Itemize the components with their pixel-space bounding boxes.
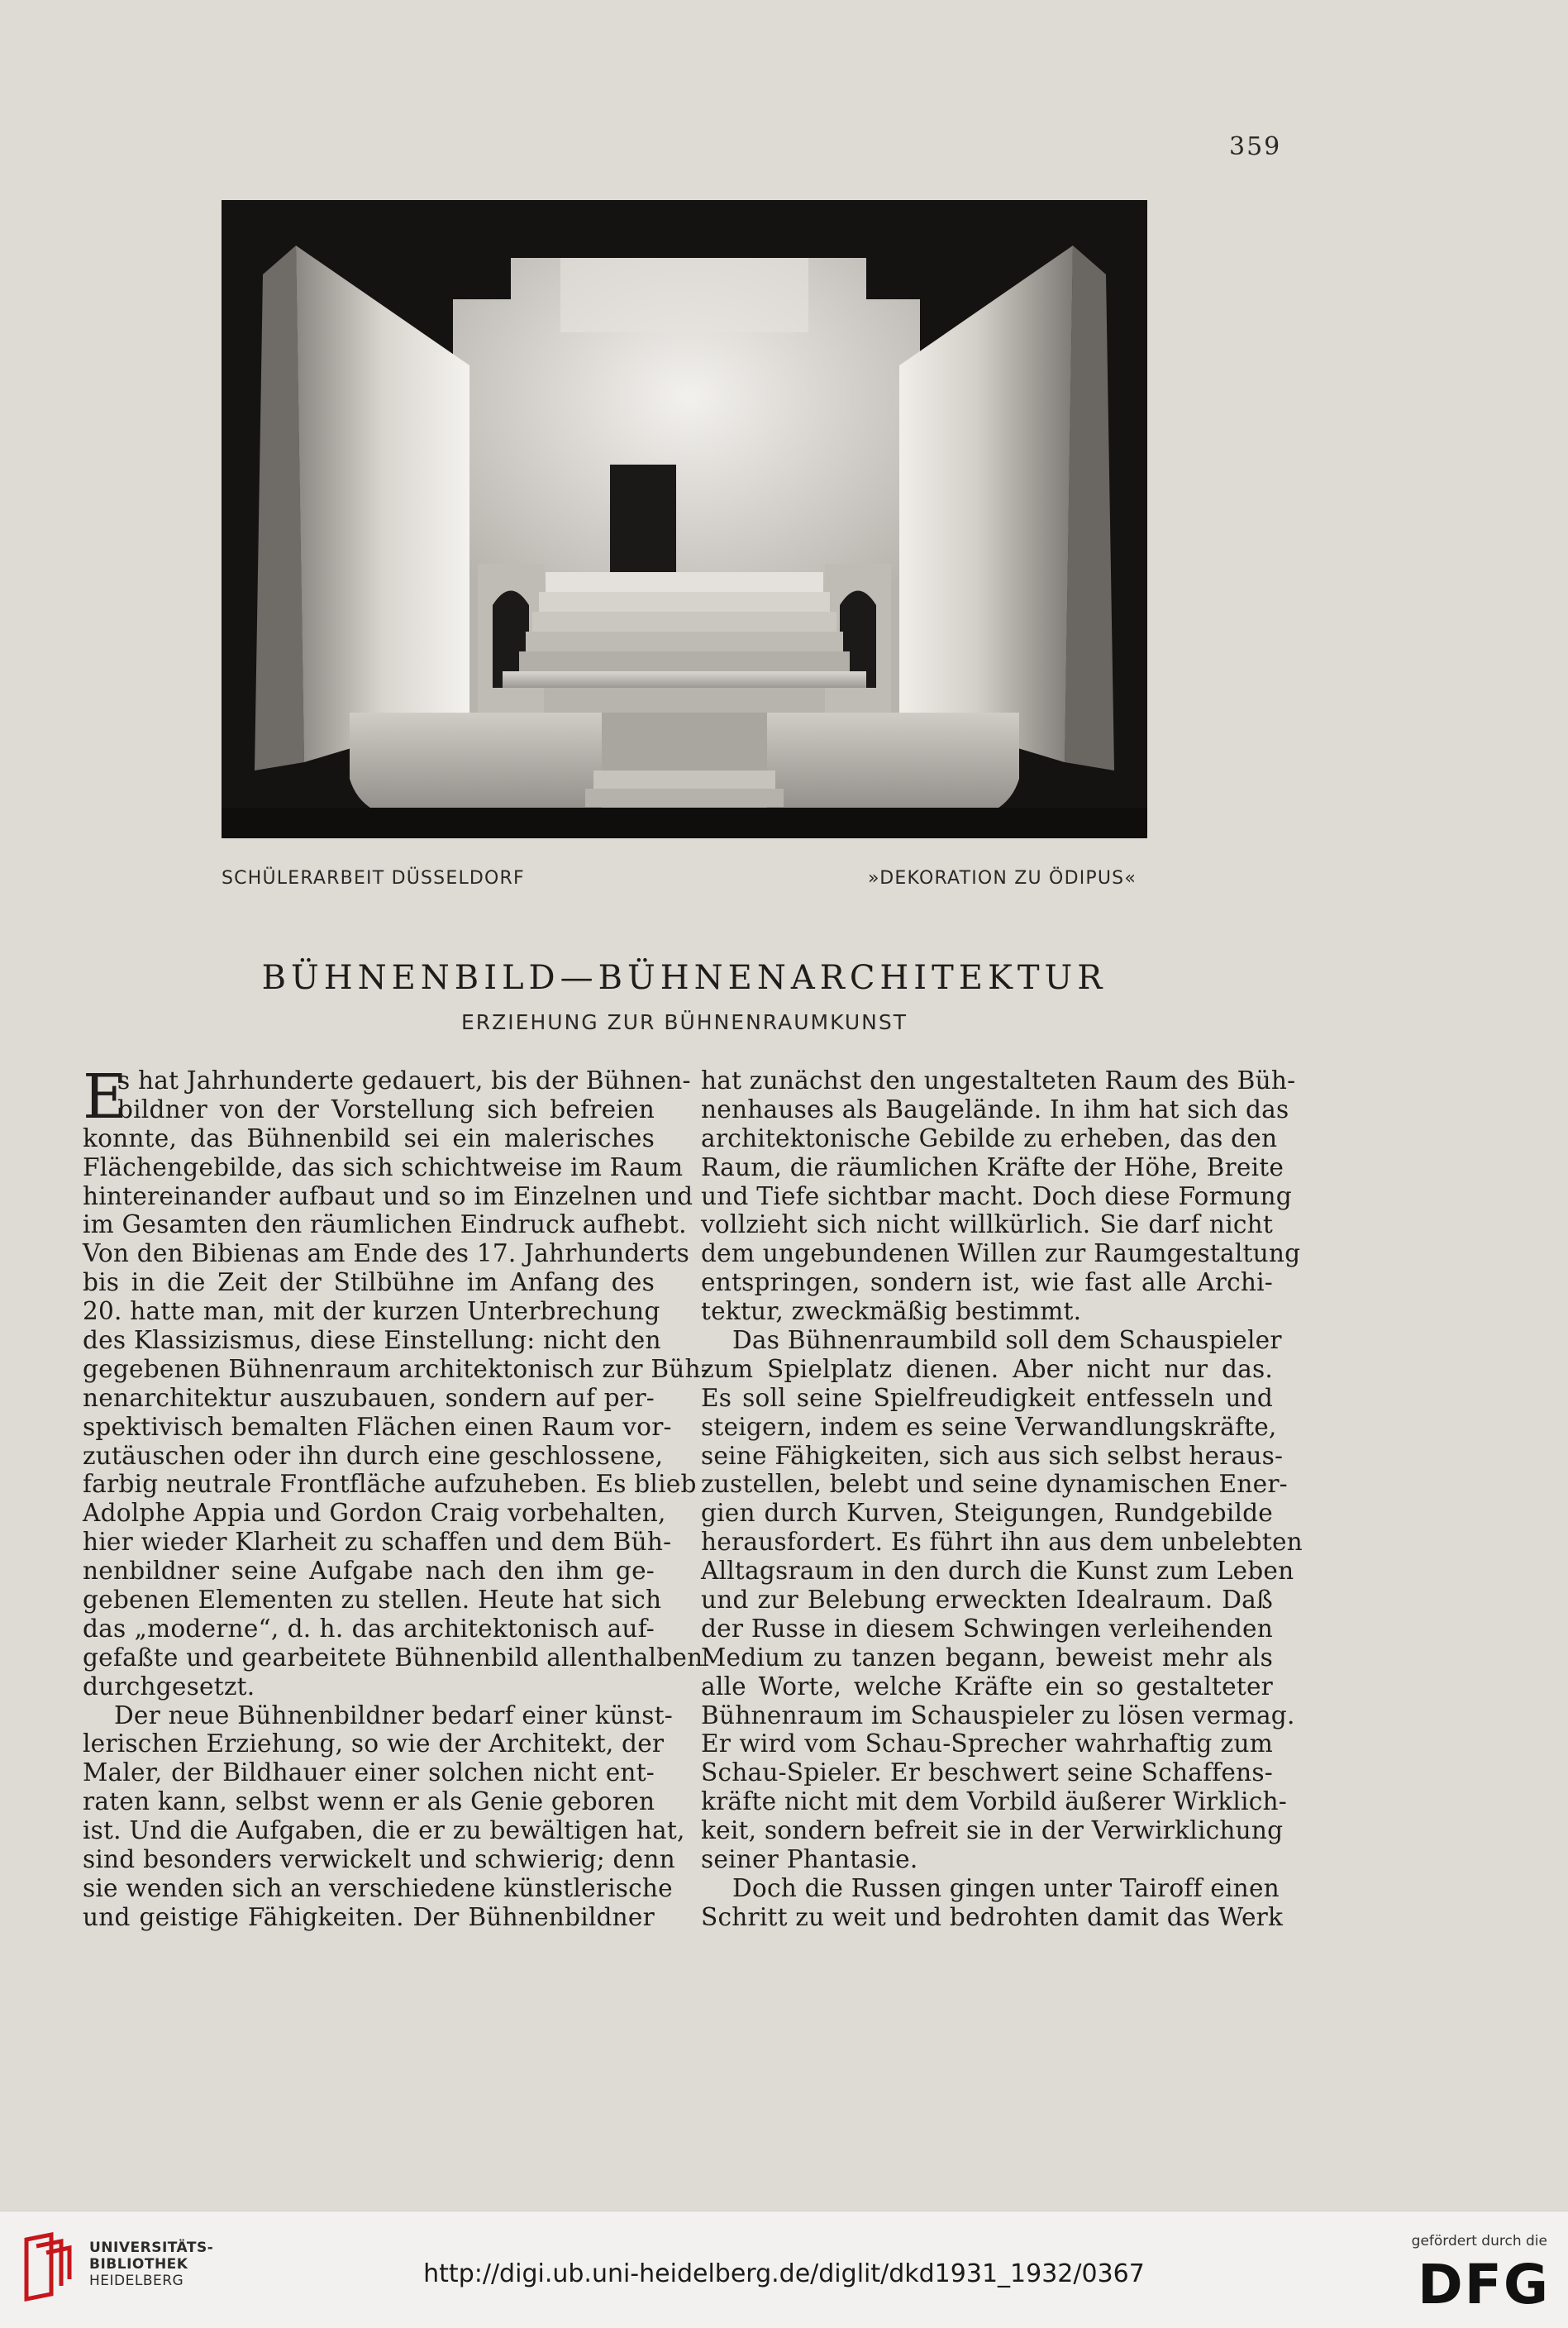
- text-line: durchgesetzt.: [83, 1672, 255, 1701]
- text-line: hat zunächst den ungestalteten Raum des Büh-: [701, 1066, 1296, 1095]
- text-line: Maler, der Bildhauer einer solchen nicht ent-: [83, 1758, 655, 1787]
- stage-set-image: [222, 200, 1147, 838]
- text-line: Schritt zu weit und bedrohten damit das Werk: [701, 1902, 1284, 1931]
- text-column-right: [701, 1066, 1303, 1932]
- text-line: Raum, die räumlichen Kräfte der Höhe, Breite: [701, 1152, 1284, 1181]
- text-line: und zur Belebung erweckten Idealraum. Daß: [701, 1586, 1273, 1615]
- text-line: raten kann, selbst wenn er als Genie geboren: [83, 1787, 655, 1816]
- text-line: Doch die Russen gingen unter Tairoff einen: [732, 1873, 1280, 1902]
- text-column-left: [83, 1061, 709, 1932]
- text-line: bis in die Zeit der Stilbühne im Anfang des: [83, 1268, 655, 1297]
- text-line: zustellen, belebt und seine dynamischen Ener-: [701, 1470, 1288, 1499]
- text-line: zum Spielplatz dienen. Aber nicht nur das.: [701, 1354, 1273, 1383]
- text-line: hier wieder Klarheit zu schaffen und dem Büh-: [83, 1528, 672, 1557]
- text-line: Medium zu tanzen begann, beweist mehr als: [701, 1643, 1273, 1672]
- text-line: gefaßte und gearbeitete Bühnenbild allenthalben: [83, 1643, 703, 1672]
- text-line: lerischen Erziehung, so wie der Architekt, der: [83, 1729, 665, 1758]
- text-line: tektur, zweckmäßig bestimmt.: [701, 1297, 1082, 1326]
- text-line: gebenen Elementen zu stellen. Heute hat sich: [83, 1586, 662, 1615]
- text-line: seiner Phantasie.: [701, 1845, 918, 1874]
- stage-photo: [222, 200, 1147, 838]
- text-line: keit, sondern befreit sie in der Verwirklichung: [701, 1816, 1284, 1845]
- text-line: Bühnenraum im Schauspieler zu lösen vermag.: [701, 1701, 1295, 1729]
- text-line: und Tiefe sichtbar macht. Doch diese Formung: [701, 1181, 1292, 1210]
- text-line: s hat Jahrhunderte gedauert, bis der Bühnen-: [117, 1066, 691, 1095]
- text-line: Schau-Spieler. Er beschwert seine Schaffens-: [701, 1758, 1273, 1787]
- text-line: spektivisch bemalten Flächen einen Raum vor-: [83, 1412, 672, 1441]
- text-line: sie wenden sich an verschiedene künstlerische: [83, 1873, 673, 1902]
- footer-bar: [0, 2211, 1568, 2328]
- library-name-line: UNIVERSITÄTS-: [89, 2240, 214, 2256]
- text-line: Adolphe Appia und Gordon Craig vorbehalten,: [83, 1499, 666, 1528]
- text-line: und geistige Fähigkeiten. Der Bühnenbildner: [83, 1902, 655, 1931]
- drop-cap: E: [83, 1061, 128, 1133]
- text-line: architektonische Gebilde zu erheben, das den: [701, 1123, 1278, 1152]
- text-line: kräfte nicht mit dem Vorbild äußerer Wirklich-: [701, 1787, 1287, 1816]
- text-line: Es soll seine Spielfreudigkeit entfesseln und: [701, 1383, 1273, 1412]
- text-line: der Russe in diesem Schwingen verleihenden: [701, 1614, 1273, 1643]
- text-line: im Gesamten den räumlichen Eindruck aufhebt.: [83, 1210, 687, 1239]
- text-line: nenarchitektur auszubauen, sondern auf per-: [83, 1383, 655, 1412]
- text-line: hintereinander aufbaut und so im Einzelnen und: [83, 1181, 693, 1210]
- text-line: dem ungebundenen Willen zur Raumgestaltung: [701, 1239, 1301, 1268]
- text-line: gien durch Kurven, Steigungen, Rundgebilde: [701, 1499, 1273, 1528]
- text-line: Alltagsraum in den durch die Kunst zum Leben: [701, 1557, 1294, 1586]
- text-line: Flächengebilde, das sich schichtweise im Raum: [83, 1152, 684, 1181]
- photo-caption-left: SCHÜLERARBEIT DÜSSELDORF: [222, 868, 525, 889]
- library-name-line: HEIDELBERG: [89, 2273, 184, 2289]
- text-line: das „moderne“, d. h. das architektonisch auf-: [83, 1614, 655, 1643]
- text-line: zutäuschen oder ihn durch eine geschlossene,: [83, 1441, 664, 1470]
- library-name-line: BIBLIOTHEK: [89, 2256, 188, 2273]
- text-line: Das Bühnenraumbild soll dem Schauspieler: [732, 1326, 1282, 1355]
- text-line: Er wird vom Schau-Sprecher wahrhaftig zum: [701, 1729, 1273, 1758]
- text-line: alle Worte, welche Kräfte ein so gestalteter: [701, 1672, 1273, 1701]
- text-line: entspringen, sondern ist, wie fast alle Archi-: [701, 1268, 1273, 1297]
- text-line: vollzieht sich nicht willkürlich. Sie darf nicht: [701, 1210, 1273, 1239]
- funded-by-label: gefördert durch die: [1411, 2233, 1547, 2249]
- text-line: nenhauses als Baugelände. In ihm hat sich das: [701, 1095, 1289, 1123]
- permalink-url[interactable]: http://digi.ub.uni-heidelberg.de/diglit/dkd1931_1932/0367: [423, 2259, 1145, 2288]
- page-number: 359: [1229, 132, 1282, 161]
- text-line: Von den Bibienas am Ende des 17. Jahrhunderts: [83, 1239, 690, 1268]
- text-line: des Klassizismus, diese Einstellung: nicht den: [83, 1326, 661, 1355]
- text-line: herausfordert. Es führt ihn aus dem unbelebten: [701, 1528, 1303, 1557]
- text-line: farbig neutrale Frontfläche aufzuheben. Es blieb: [83, 1470, 697, 1499]
- text-line: gegebenen Bühnenraum architektonisch zur Büh-: [83, 1354, 709, 1383]
- article-subtitle: ERZIEHUNG ZUR BÜHNENRAUMKUNST: [461, 1010, 908, 1034]
- text-line: sind besonders verwickelt und schwierig; denn: [83, 1845, 675, 1874]
- text-line: seine Fähigkeiten, sich aus sich selbst heraus-: [701, 1441, 1284, 1470]
- text-line: Der neue Bühnenbildner bedarf einer künst-: [114, 1701, 673, 1729]
- text-line: ist. Und die Aufgaben, die er zu bewältigen hat,: [83, 1816, 685, 1845]
- text-line: steigern, indem es seine Verwandlungskräfte,: [701, 1412, 1277, 1441]
- text-line: bildner von der Vorstellung sich befreien: [117, 1095, 655, 1123]
- dfg-logo: DFG: [1417, 2253, 1550, 2316]
- article-title: BÜHNENBILD—BÜHNENARCHITEKTUR: [261, 959, 1108, 997]
- text-line: nenbildner seine Aufgabe nach den ihm ge-: [83, 1557, 655, 1586]
- text-line: konnte, das Bühnenbild sei ein malerisches: [83, 1123, 655, 1152]
- photo-caption-right: »DEKORATION ZU ÖDIPUS«: [868, 868, 1137, 889]
- text-line: 20. hatte man, mit der kurzen Unterbrechung: [83, 1297, 660, 1326]
